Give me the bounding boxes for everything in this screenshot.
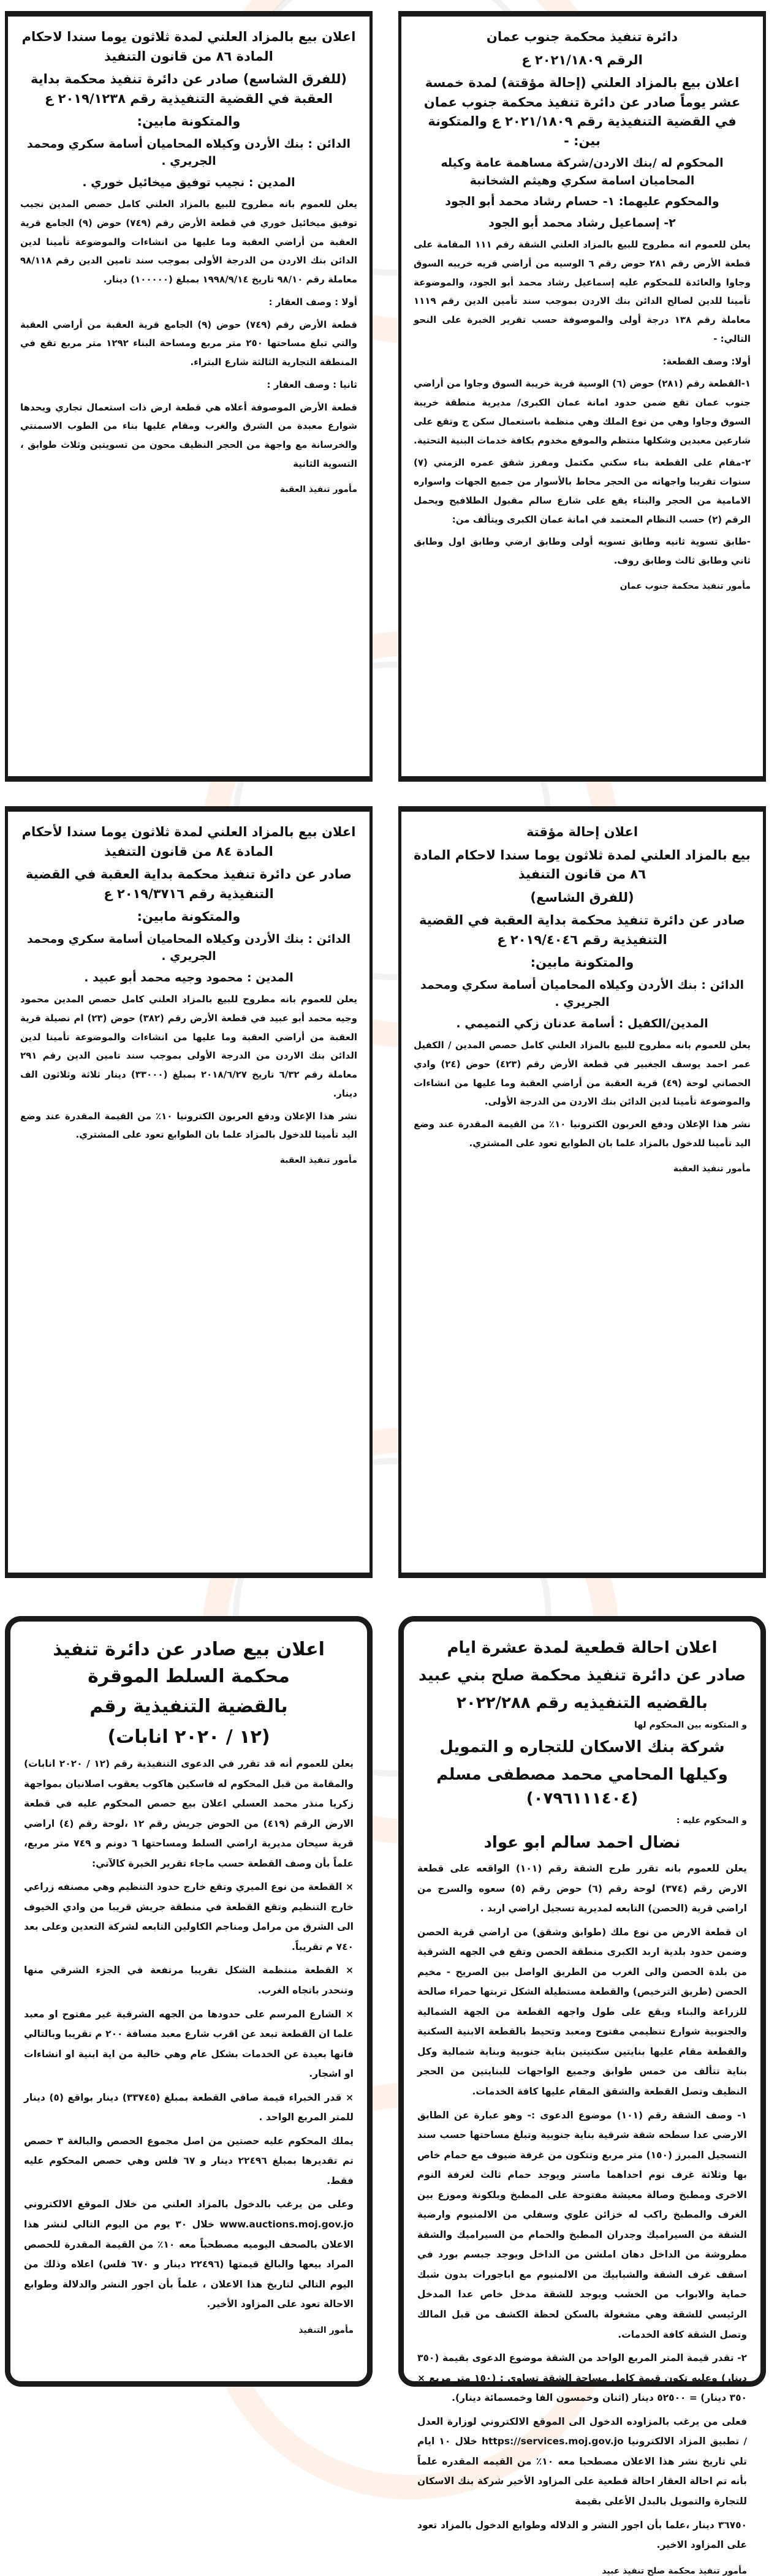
body-paragraph: قطعة الأرض الموصوفة أعلاه هي قطعة ارض ذات استعمال تجاري ويحدها شوارع معبدة من الشرق والغرب ومقام عليها بناء من الطوب الاسمنتي والخرسانة مع واجهة من الحجر النظيف محون من تسويتين وثلاث طوابق ، التسوية الثانية xyxy=(20,401,357,469)
notice-heading: اعلان بيع بالمزاد العلني لمدة ثلاثون يوما سندا لاحكام المادة ٨٦ من قانون التنفيذ xyxy=(21,29,356,64)
body-paragraph: × القطعة منتظمة الشكل تقريبا مرتفعة في الجزء الشرقي منها وتنحدر باتجاه الغرب. xyxy=(24,1965,354,1996)
body-paragraph: يعلن للعموم أنه قد تقرر في الدعوى التنفيذية رقم (١٢ / ٢٠٢٠ انابات) والمقامة من قبل المحكوم له فاسكين هاكوب يعقوب اصلانيان بمواجهة زكريا منذر محمد العسلي اعلان بيع حصص المحكوم عليه في قطعة الارض الرقم (٤١٩) من الحوض جريش رقم ١٢ ،لوحة رقم (٤) اراضي قرية سيحان مديرية اراضي السلط ومساحتها ٦ دونم و ٧٤٩ متر مربع، علماً بأن وصف القطعة حسب ماجاء تقرير الخبرة كالآتي: xyxy=(24,1758,354,1869)
signature-line: مأمور تنفيذ العقبة xyxy=(279,1155,357,1165)
body-paragraph: يعلن للعموم بانه مطروح للبيع بالمزاد العلني كامل حصص المدين نجيب توفيق ميخائيل خوري في قطعة الأرض رقم (٧٤٩) حوض (٩) الجامع قرية العقبة من أراضي العقبة وما عليها من انشاءات والموضوعة تأمينا لدين الدائن بنك الاردن من الدرجة الأولى بموجب سند تامين الدين رقم ٩٨/١١٨ معاملة رقم ٩٨/١٠ تاريخ ١٩٩٨/٩/١٤ بمبلغ (١٠٠٠٠٠) دينار. xyxy=(20,198,357,285)
body-paragraph: يعلن للعموم بانه تقرر طرح الشقة رقم (١٠١) الواقعه على قطعة الارض رقم (٣٧٤) لوحة رقم (٦) حوض رقم (٥) سعوه والسرج من اراضي قرية (الحصن) التابعه لمديرية تسجيل اراضي اربد . xyxy=(417,1863,748,1914)
body-paragraph: ٢- تقدر قيمة المتر المربع الواحد من الشقة موضوع الدعوى بقيمة (٣٥٠ دينار) وعليه تكون قيمة كامل مساحة الشقة تساوي : (١٥٠ متر مربع × ٣٥٠ دينار) = ٥٢٥٠٠ دينار (اثنان وخمسون الفا وخمسمائة دينار). xyxy=(417,2352,747,2404)
notice-aqaba-auction-1238 xyxy=(5,11,373,782)
party-label: و المحكوم عليه : xyxy=(676,1816,747,1826)
party-line: الدائن : بنك الأردن وكيلاه المحاميان أسامة سكري ومحمد الجريري . xyxy=(27,137,351,168)
notice-heading: وكيلها المحامي محمد مصطفى مسلم (٠٧٩٦١١١٤٠٤) xyxy=(436,1766,728,1808)
notice-heading: الرقم ٢٠٢١/١٨٠٩ ع xyxy=(521,52,643,67)
body-paragraph: يعلن للعموم انه مطروح للبيع بالمزاد العلني الشقة رقم ١١١ المقامة على قطعة الأرض رقم ٢٨١ حوض رقم ٦ الوسيه من أراضي قريه خريبه السوق وجاوا والعائدة للمحكوم عليه إسماعيل رشاد محمد أبو الجود، والموضوعة تأمينا للدين لصالح الدائن بنك الاردن بموجب سند تأمين الدين رقم ١١١٩ معاملة رقم ١٣٨ درجة أولى والموصوفة حسب تقرير الخبرة على النحو التالي: - xyxy=(414,239,751,344)
notice-heading: اعلان احالة قطعية لمدة عشرة ايام xyxy=(447,1639,718,1657)
party-line: المحكوم له /بنك الاردن/شركة مساهمة عامة وكيله المحاميان اسامة سكري وهيثم الشخانبة xyxy=(441,156,724,187)
notice-heading: شركة بنك الاسكان للتجاره و التمويل xyxy=(439,1738,725,1756)
body-paragraph: × القطعة من نوع الميري وتقع خارج حدود التنظيم وهي مصنفه زراعي خارج التنظيم وتقع القطعة في منطقة جريش قريبا من وادي الخيوف الى الشرق من مرامل ومناجم الكاولين التابعه لشركة التعدين وعلى بعد ٧٤٠ م تقريباً. xyxy=(24,1881,354,1952)
body-paragraph: أولا: وصف القطعة: xyxy=(662,355,751,367)
party-line: المدين : محمود وجيه محمد أبو عبيد . xyxy=(84,970,294,984)
body-paragraph: يعلن للعموم بانه مطروح للبيع بالمزاد العلني كامل حصص المدين / الكفيل عمر احمد يوسف الجغبير في قطعة الأرض رقم (٤٢٣) حوض (٢٤) وادي الحصاني لوحة (٤٩) قرية العقبة من أراضي العقبة وما عليها من انشاءات والموضوعة تأمينا لدين الدائن بنك الاردن من الدرجة الأولى. xyxy=(414,1040,751,1108)
body-paragraph: أولا : وصف العقار : xyxy=(268,296,357,308)
body-paragraph: × الشارع المرسم على حدودها من الجهه الشرقية غير مفتوح او معبد علما ان القطعة تبعد عن اقرب شارع معبد مسافة ٢٠٠ م تقريبا وبالتالي فانها بعيدة عن الخدمات بشكل عام وهي خالية من اية ابنية او انشاءات او اشجار. xyxy=(24,2008,354,2080)
notice-heading: بيع بالمزاد العلني لمدة ثلاثون يوما سندا لاحكام المادة ٨٦ من قانون التنفيذ xyxy=(414,847,751,882)
signature-line: مأمور التنفيذ xyxy=(298,2325,354,2335)
notice-heading: اعلان بيع صادر عن دائرة تنفيذ محكمة السلط الموقرة xyxy=(53,1639,325,1687)
body-paragraph: ثانيا : وصف العقار : xyxy=(267,379,357,390)
notice-heading: اعلان إحالة مؤقتة xyxy=(526,825,639,839)
notice-heading: صادر عن دائرة تنفيذ محكمة صلح بني عبيد xyxy=(418,1666,746,1685)
body-paragraph: -طابق تسوية ثانيه وطابق تسويه أولى وطابق ارضي وطابق اول وطابق ثاني وطابق ثالث وطابق روف. xyxy=(414,536,751,566)
notice-heading: بالقضية التنفيذية رقم xyxy=(89,1696,288,1717)
notice-heading: دائرة تنفيذ محكمة جنوب عمان xyxy=(486,29,678,44)
party-line: المدين/الكفيل : أسامة عدنان زكي التميمي . xyxy=(456,1016,708,1030)
notice-heading: والمتكونة مابين: xyxy=(530,955,634,970)
signature-line: مأمور تنفيذ العقبة xyxy=(673,1163,751,1174)
notice-heading: بالقضيه التنفيذيه رقم ٢٠٢٢/٢٨٨ xyxy=(457,1694,708,1712)
notice-heading: والمتكونة مابين: xyxy=(137,114,241,129)
notice-bani-obeid-final-award xyxy=(398,1616,766,2576)
notice-aqaba-auction-3716 xyxy=(5,806,373,1578)
body-paragraph: نشر هذا الإعلان ودفع العربون الكترونيا ١٠٪ من القيمة المقدرة عند وضع اليد تأمينا للدخول بالمزاد علما بان الطوابع تعود على المشتري. xyxy=(414,1119,751,1149)
party-label: و المتكونه بين المحكوم لها xyxy=(634,1720,747,1730)
signature-line: مأمور تنفيذ العقبة xyxy=(279,484,357,494)
body-paragraph: ان قطعة الارض من نوع ملك (طوابق وشقق) من اراضي قرية الحصن وضمن حدود بلدية اربد الكبرى منطقة الحصن وتقع في الجهه الشرقية من بلدة الحصن والى الغرب من الطريق الواصل بين الصريح - مخيم الحصن (طريق الترخيص) والقطعة مستطيلة الشكل تربتها حمراء صالحة للزراعة والبناء ويقع على طول واجهه القطعة من الجهة الشمالية والجنوبية شوارع تنظيمي مفتوح ومعبد وتحيط بالقطعة الابنية السكنية والقطعة مقام عليها بنايتين سكنيتين بناية جنوبية وبناية شمالية وكل بناية تتألف من خمس طوابق وجميع الواجهات للبنايتين من الحجر النظيف وتصل القطعة والشقق المقام عليها كافة الخدمات. xyxy=(417,1926,747,2098)
body-paragraph: فعلى من يرغب بالمزاوده الدخول الى الموقع الالكتروني لوزارة العدل / تطبيق المزاد الالكترونيا https://services.moj.gov.jo خلال ١٠ ايام تلي تاريخ نشر هذا الاعلان مصطحبا معه ١٠٪ من القيمه المقدره علماً بأنه تم احالة العقار احالة قطعية على المزاود الأخير شركة بنك الاسكان للتجارة والتمويل بالبدل الأعلى بقيمة xyxy=(417,2415,747,2507)
notice-heading: (للفرق الشاسع) صادر عن دائرة تنفيذ محكمة بداية العقبة في القضية التنفيذية رقم ٢٠١٩/١٢٣٨ ع xyxy=(31,72,347,106)
notice-heading: اعلان بيع بالمزاد العلني (إحالة مؤقتة) لمدة خمسة عشر يوماً صادر عن دائرة تنفيذ محكمة جنوب عمان في القضية التنفيذية رقم ٢٠٢١/١٨٠٩ ع والمتكونة بين: - xyxy=(423,75,741,148)
body-paragraph: ١-القطعة رقم (٢٨١) حوض (٦) الوسية قرية خريبة السوق وجاوا من أراضي جنوب عمان تقع ضمن حدود امانة عمان الكبرى/ مديرية منطقة خريبة السوق وجاوا وهي من نوع الملك وهي منظمة باستعمال سكن ج وتقع على شارعين معبدين وشكلها منتظم والموقع مخدوم بكافة خدمات البنية التحتية. xyxy=(414,378,751,446)
body-paragraph: قطعة الأرض رقم (٧٤٩) حوض (٩) الجامع قرية العقبة من أراضي العقبة والتي تبلغ مساحتها ٢٥٠ متر مربع ومساحة البناء ١٢٩٢ متر مربع تقع في المنطقة التجارية الثالثة شارع البتراء. xyxy=(20,319,357,368)
notice-heading: (١٢ / ٢٠٢٠ انابات) xyxy=(107,1726,270,1748)
notice-heading: (للفرق الشاسع) xyxy=(530,890,634,905)
notice-heading: صادر عن دائرة تنفيذ محكمة بداية العقبة في القضية التنفيذية رقم ٢٠١٩/٤٠٤٦ ع xyxy=(419,913,745,947)
body-paragraph: ٣٦٧٥٠ دينار ،علما بأن اجور النشر و الدلاله وطوابع الدخول بالمزاد تعود على المزاود الاخير. xyxy=(417,2519,747,2551)
body-paragraph: وعلى من يرغب بالدخول بالمزاد العلني من خلال الموقع الالكتروني www.auctions.moj.gov.jo خلال ٣٠ يوم من اليوم التالي لنشر هذا الاعلان بالصحف اليوميه مصطحباً معه ١٠٪ من القيمة المقدرة للحصص المراد بيعها والبالغ قيمتها (٢٢٤٩٦ دينار و ٦٧٠ فلس) اعلاه وذلك من اليوم التالي لتاريخ هذا الاعلان ، علماً بأن اجور النشر والدلالة وطوابع الاحالة تعود على المزاود الأخير. xyxy=(24,2199,354,2310)
body-paragraph: يعلن للعموم بانه مطروح للبيع بالمزاد العلني كامل حصص المدين محمود وجيه محمد أبو عبيد في قطعة الأرض رقم (٣٨٢) حوض (٢٣) ام نصيلة قرية العقبة من أراضي العقبة وما عليها من انشاءات والموضوعة تأمينا لدين الدائن بنك الاردن من الدرجة الأولى بموجب سند تامين الدين رقم ٢٩١ معاملة رقم ٦/٣٢ تاريخ ٢٠١٨/٦/٢٧ بمبلغ (٣٣٠٠٠) دينار ثلاثة وثلاثون الف دينار. xyxy=(20,994,358,1099)
party-line: الدائن : بنك الأردن وكيلاه المحاميان أسامة سكري ومحمد الجريري . xyxy=(420,978,744,1009)
signature-line: مأمور تنفيذ محكمة صلح تنفيذ عبيد xyxy=(602,2566,747,2576)
party-line: المدين : نجيب توفيق ميخائيل خوري . xyxy=(82,175,295,189)
notice-heading: صادر عن دائرة تنفيذ محكمة بداية العقبة في القضية التنفيذية رقم ٢٠١٩/٣٧١٦ ع xyxy=(26,867,352,901)
notice-salt-sale xyxy=(5,1616,373,2387)
notice-heading: نضال احمد سالم ابو عواد xyxy=(483,1834,681,1852)
party-line: ٢- إسماعيل رشاد محمد أبو الجود xyxy=(488,216,676,230)
body-paragraph: × قدر الخبراء قيمة صافي القطعة بمبلغ (٣٣٧٤٥) دينار بواقع (٥) دينار للمتر المربع الواحد . xyxy=(24,2091,354,2123)
body-paragraph: ٢-مقام على القطعة بناء سكني مكتمل ومفرز شقق عمره الزمني (٧) سنوات تقريبا واجهاته من الحجر محاط بالأسوار من جميع الجهات واسواره الامامية من الحجر والبناء يقع على شارع سالم مقبول الطلافيح ويحمل الرقم (٢) حسب النظام المعتمد في امانة عمان الكبرى ويتألف من: xyxy=(414,457,751,525)
notice-south-amman-auction xyxy=(398,11,766,782)
notice-heading: والمتكونة مابين: xyxy=(137,909,241,924)
notice-aqaba-temporary-award-4046 xyxy=(398,806,766,1578)
body-paragraph: نشر هذا الإعلان ودفع العربون الكترونيا ١٠٪ من القيمة المقدرة عند وضع اليد تأمينا للدخول بالمزاد علما بان الطوابع تعود على المشتري. xyxy=(20,1110,357,1141)
notice-heading: اعلان بيع بالمزاد العلني لمدة ثلاثون يوما سندا لأحكام المادة ٨٤ من قانون التنفيذ xyxy=(21,825,356,859)
signature-line: مأمور تنفيذ محكمة جنوب عمان xyxy=(620,581,751,591)
body-paragraph: يملك المحكوم عليه حصتين من اصل مجموع الحصص والبالغة ٣ حصص تم تقديرها بمبلغ ٢٢٤٩٦ دينار و ٦٧ فلس وهي حصص المحكوم عليه فقط. xyxy=(24,2135,354,2186)
body-paragraph: ١- وصف الشقة رقم (١٠١) موضوع الدعوى :- وهو عبارة عن الطابق الارضي عدا سطحه شقة شرقية بناية جنوبية وتبلغ مساحتها حسب سند التسجيل المبرز (١٥٠) متر مربع وتتكون من غرفة ضيوف مع حمام خاص بها وثلاثة غرف نوم احداهما ماستر ويوجد حمام ثالث لغرفة النوم الاخرى ومطبخ وصالة معيشة مفتوحة على المطبخ وبلكونة وموزع بين الغرف والمطبخ راكب له خزائن علوي وسفلي من الالمنيوم وارضية الشقة من السيراميك وجدران المطبخ والحمام من السيراميك والشقة مطروشة من الداخل دهان املشن من الداخل ويوجد جبسم بورد في اسقف غرف الشقة والشبابيك من الالمنيوم مع اباجورات بدون شبك حماية والابواب من الخشب ويوجد للشقة مدخل خاص عدا المدخل الرئيسي للشقة وهي مشغولة بالسكن لحظة الكشف من قبل المالك وتصل الشقة كافة الخدمات. xyxy=(417,2109,747,2340)
party-line: الدائن : بنك الأردن وكيلاه المحاميان أسامة سكري ومحمد الجريري . xyxy=(27,932,351,963)
party-line: والمحكوم عليهما: ١- حسام رشاد محمد أبو الجود xyxy=(445,195,719,208)
